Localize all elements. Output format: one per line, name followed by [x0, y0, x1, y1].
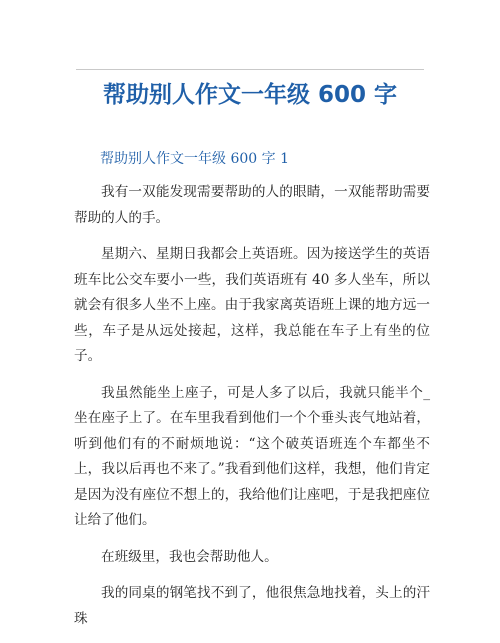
paragraph: 我的同桌的钢笔找不到了，他很焦急地找着，头上的汗珠 [74, 585, 430, 627]
paragraph: 我虽然能坐上座子，可是人多了以后，我就只能半个_坐在座子上了。在车里我看到他们一个个垂头丧气地站着，听到他们有的不耐烦地说：“这个破英语班连个车都坐不上，我以后再也不来了。”我看到他们这样，我想，他们肯定是因为没有座位不想上的，我给他们让座吧，于是我把座位让给了他们。 [74, 384, 430, 528]
paragraph: 在班级里，我也会帮助他人。 [101, 548, 278, 565]
paragraph: 星期六、星期日我都会上英语班。因为接送学生的英语班车比公交车要小一些，我们英语班有 40 多人坐车，所以就会有很多人坐不上座。由于我家离英语班上课的地方远一些，车子是从远处接起，这样，我总能在车子上有坐的位子。 [74, 246, 430, 364]
document-title: 帮助别人作文一年级 600 字 [102, 82, 398, 108]
section-heading: 帮助别人作文一年级 600 字 1 [100, 151, 289, 167]
document-body [74, 180, 430, 643]
paragraph: 我有一双能发现需要帮助的人的眼睛，一双能帮助需要帮助的人的手。 [74, 184, 430, 226]
header-divider [76, 69, 424, 70]
